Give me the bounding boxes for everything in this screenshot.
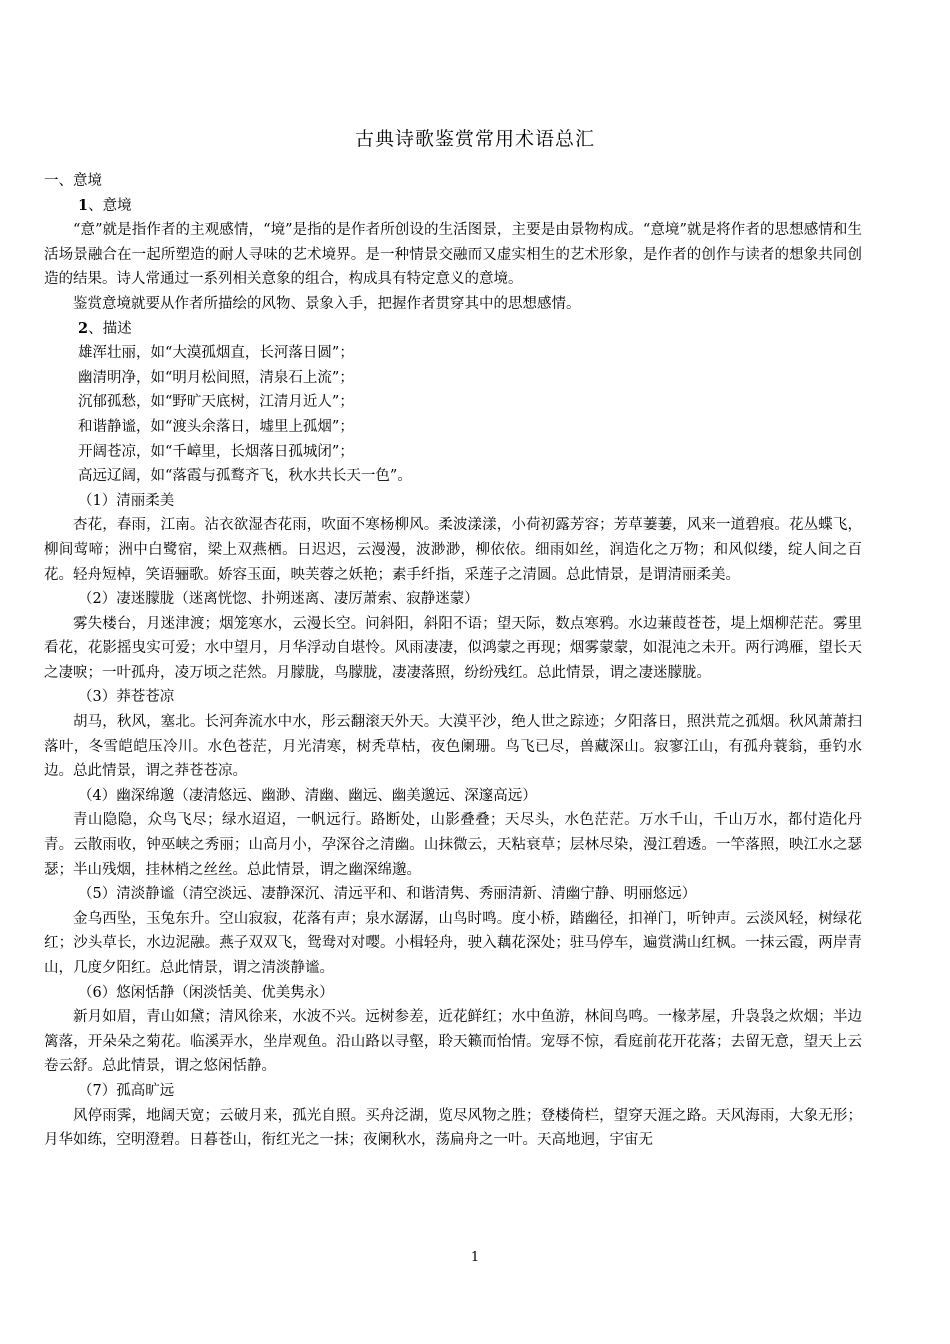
style-paragraph: 新月如眉，青山如黛；清风徐来，水波不兴。远树参差，近花鲜红；水中鱼游，林间鸟鸣。一椽茅屋，升袅袅之炊烟；半边篱落，开朵朵之菊花。临溪弄水，坐岸观鱼。沿山路以寻壑，聆天籁而怡情。宠辱不惊，看庭前花开花落；去留无意，望天上云卷云舒。总此情景，谓之悠闲恬静。 (44, 1009, 862, 1075)
description-line: 开阔苍凉，如“千嶂里，长烟落日孤城闭”； (78, 443, 354, 460)
subsection-number: 2 (78, 319, 89, 337)
page-title: 古典诗歌鉴赏常用术语总汇 (354, 128, 595, 150)
style-paragraph: 金乌西坠，玉兔东升。空山寂寂，花落有声；泉水潺潺，山鸟时鸣。度小桥，踏幽径，扣禅门，听钟声。云淡风轻，树绿花红；沙头草长，水边泥融。燕子双双飞，鸳鸯对对嘤。小楫轻舟，驶入藕花深处；驻马停车，遍赏满山红枫。一抹云霞，两岸青山，几度夕阳红。总此情景，谓之清淡静谧。 (44, 910, 862, 976)
style-heading: （1）清丽柔美 (78, 492, 175, 509)
subsection-heading (44, 194, 862, 219)
subsection-number: 1 (78, 196, 89, 214)
style-paragraph: 青山隐隐，众鸟飞尽；绿水迢迢，一帆远行。路断处，山影叠叠；天尽头，水色茫茫。万水千山，千山万水，都付造化丹青。云散雨收，钟巫峡之秀丽；山高月小，孕深谷之清幽。山抹微云，天粘衰草；层林尽染，漫江碧透。一竿落照，映江水之瑟瑟；半山残烟，挂林梢之丝丝。总此情景，谓之幽深绵邈。 (44, 812, 862, 878)
subsection-heading (44, 317, 862, 342)
subsection-label: 、描述 (88, 320, 132, 337)
paragraph: 鉴赏意境就要从作者所描绘的风物、景象入手，把握作者贯穿其中的思想感情。 (73, 295, 581, 312)
description-line: 和谐静谧，如“渡头余落日，墟里上孤烟”； (78, 418, 354, 435)
style-paragraph: 杏花，春雨，江南。沾衣欲湿杏花雨，吹面不寒杨柳风。柔波漾漾，小荷初露芳容；芳草萋萋，风来一道碧痕。花丛蝶飞，柳间莺啼；洲中白鹭宿，梁上双燕栖。日迟迟，云漫漫，波渺渺，柳依依。细雨如丝，润造化之万物；和风似缕，绽人间之百花。轻舟短棹，笑语骊歌。娇容玉面，映芙蓉之妖艳；素手纤指，采莲子之清圆。总此情景，是谓清丽柔美。 (44, 517, 862, 583)
style-paragraph: 胡马，秋风，塞北。长河奔流水中水，彤云翻滚天外天。大漠平沙，绝人世之踪迹；夕阳落日，照洪荒之孤烟。秋风萧萧扫落叶，冬雪皑皑压冷川。水色苍茫，月光清寒，树秃草枯，夜色阑珊。鸟飞已尽，兽藏深山。寂寥江山，有孤舟蓑翁，垂钓水边。总此情景，谓之莽苍苍凉。 (44, 714, 862, 780)
page-number: 1 (470, 1250, 480, 1265)
description-line: 雄浑壮丽，如“大漠孤烟直，长河落日圆”； (78, 345, 354, 362)
description-line: 幽清明净，如“明月松间照，清泉石上流”； (78, 369, 354, 386)
subsection-label: 、意境 (88, 197, 132, 214)
style-paragraph: 雾失楼台，月迷津渡；烟笼寒水，云漫长空。问斜阳，斜阳不语；望天际，数点寒鸦。水边蒹葭苍苍，堤上烟柳茫茫。雾里看花，花影摇曳实可爱；水中望月，月华浮动自堪怜。风雨凄凄，似鸿蒙之再现；烟雾蒙蒙，如混沌之未开。两行鸿雁，望长天之凄唳；一叶孤舟，凌万顷之茫然。月朦胧，鸟朦胧，凄凄落照，纷纷残红。总此情景，谓之凄迷朦胧。 (44, 615, 862, 681)
paragraph: “意”就是指作者的主观感情，“境”是指的是作者所创设的生活图景，主要是由景物构成。“意境”就是将作者的思想感情和生活场景融合在一起所塑造的耐人寻味的艺术境界。是一种情景交融而又虚实相生的艺术形象，是作者的创作与读者的想象共同创造的结果。诗人常通过一系列相关意象的组合，构成具有特定意义的意境。 (44, 222, 862, 288)
style-heading: （3）莽苍苍凉 (78, 689, 175, 706)
style-heading: （2）凄迷朦胧（迷离恍惚、扑朔迷离、凄厉萧索、寂静迷蒙） (78, 591, 479, 608)
style-heading: （6）悠闲恬静（闲淡恬美、优美隽永） (78, 984, 334, 1001)
style-paragraph: 风停雨霁，地阔天宽；云破月来，孤光自照。买舟泛湖，览尽风物之胜；登楼倚栏，望穿天涯之路。天风海雨，大象无形；月华如练，空明澄碧。日暮苍山，衔红光之一抹；夜阑秋水，荡扁舟之一叶。天高地迥，宇宙无 (44, 1107, 862, 1149)
style-heading: （4）幽深绵邈（凄清悠远、幽渺、清幽、幽远、幽美邈远、深邃高远） (78, 787, 537, 804)
description-line: 高远辽阔，如“落霞与孤鹜齐飞，秋水共长天一色”。 (78, 468, 412, 485)
description-line: 沉郁孤愁，如“野旷天底树，江清月近人”； (78, 394, 354, 411)
style-heading: （7）孤高旷远 (78, 1082, 175, 1099)
document-body (44, 169, 862, 1153)
section-heading: 一、意境 (44, 173, 102, 189)
style-heading: （5）清淡静谧（清空淡远、凄静深沉、清远平和、和谐清隽、秀丽清新、清幽宁静、明丽悠远） (78, 886, 697, 903)
